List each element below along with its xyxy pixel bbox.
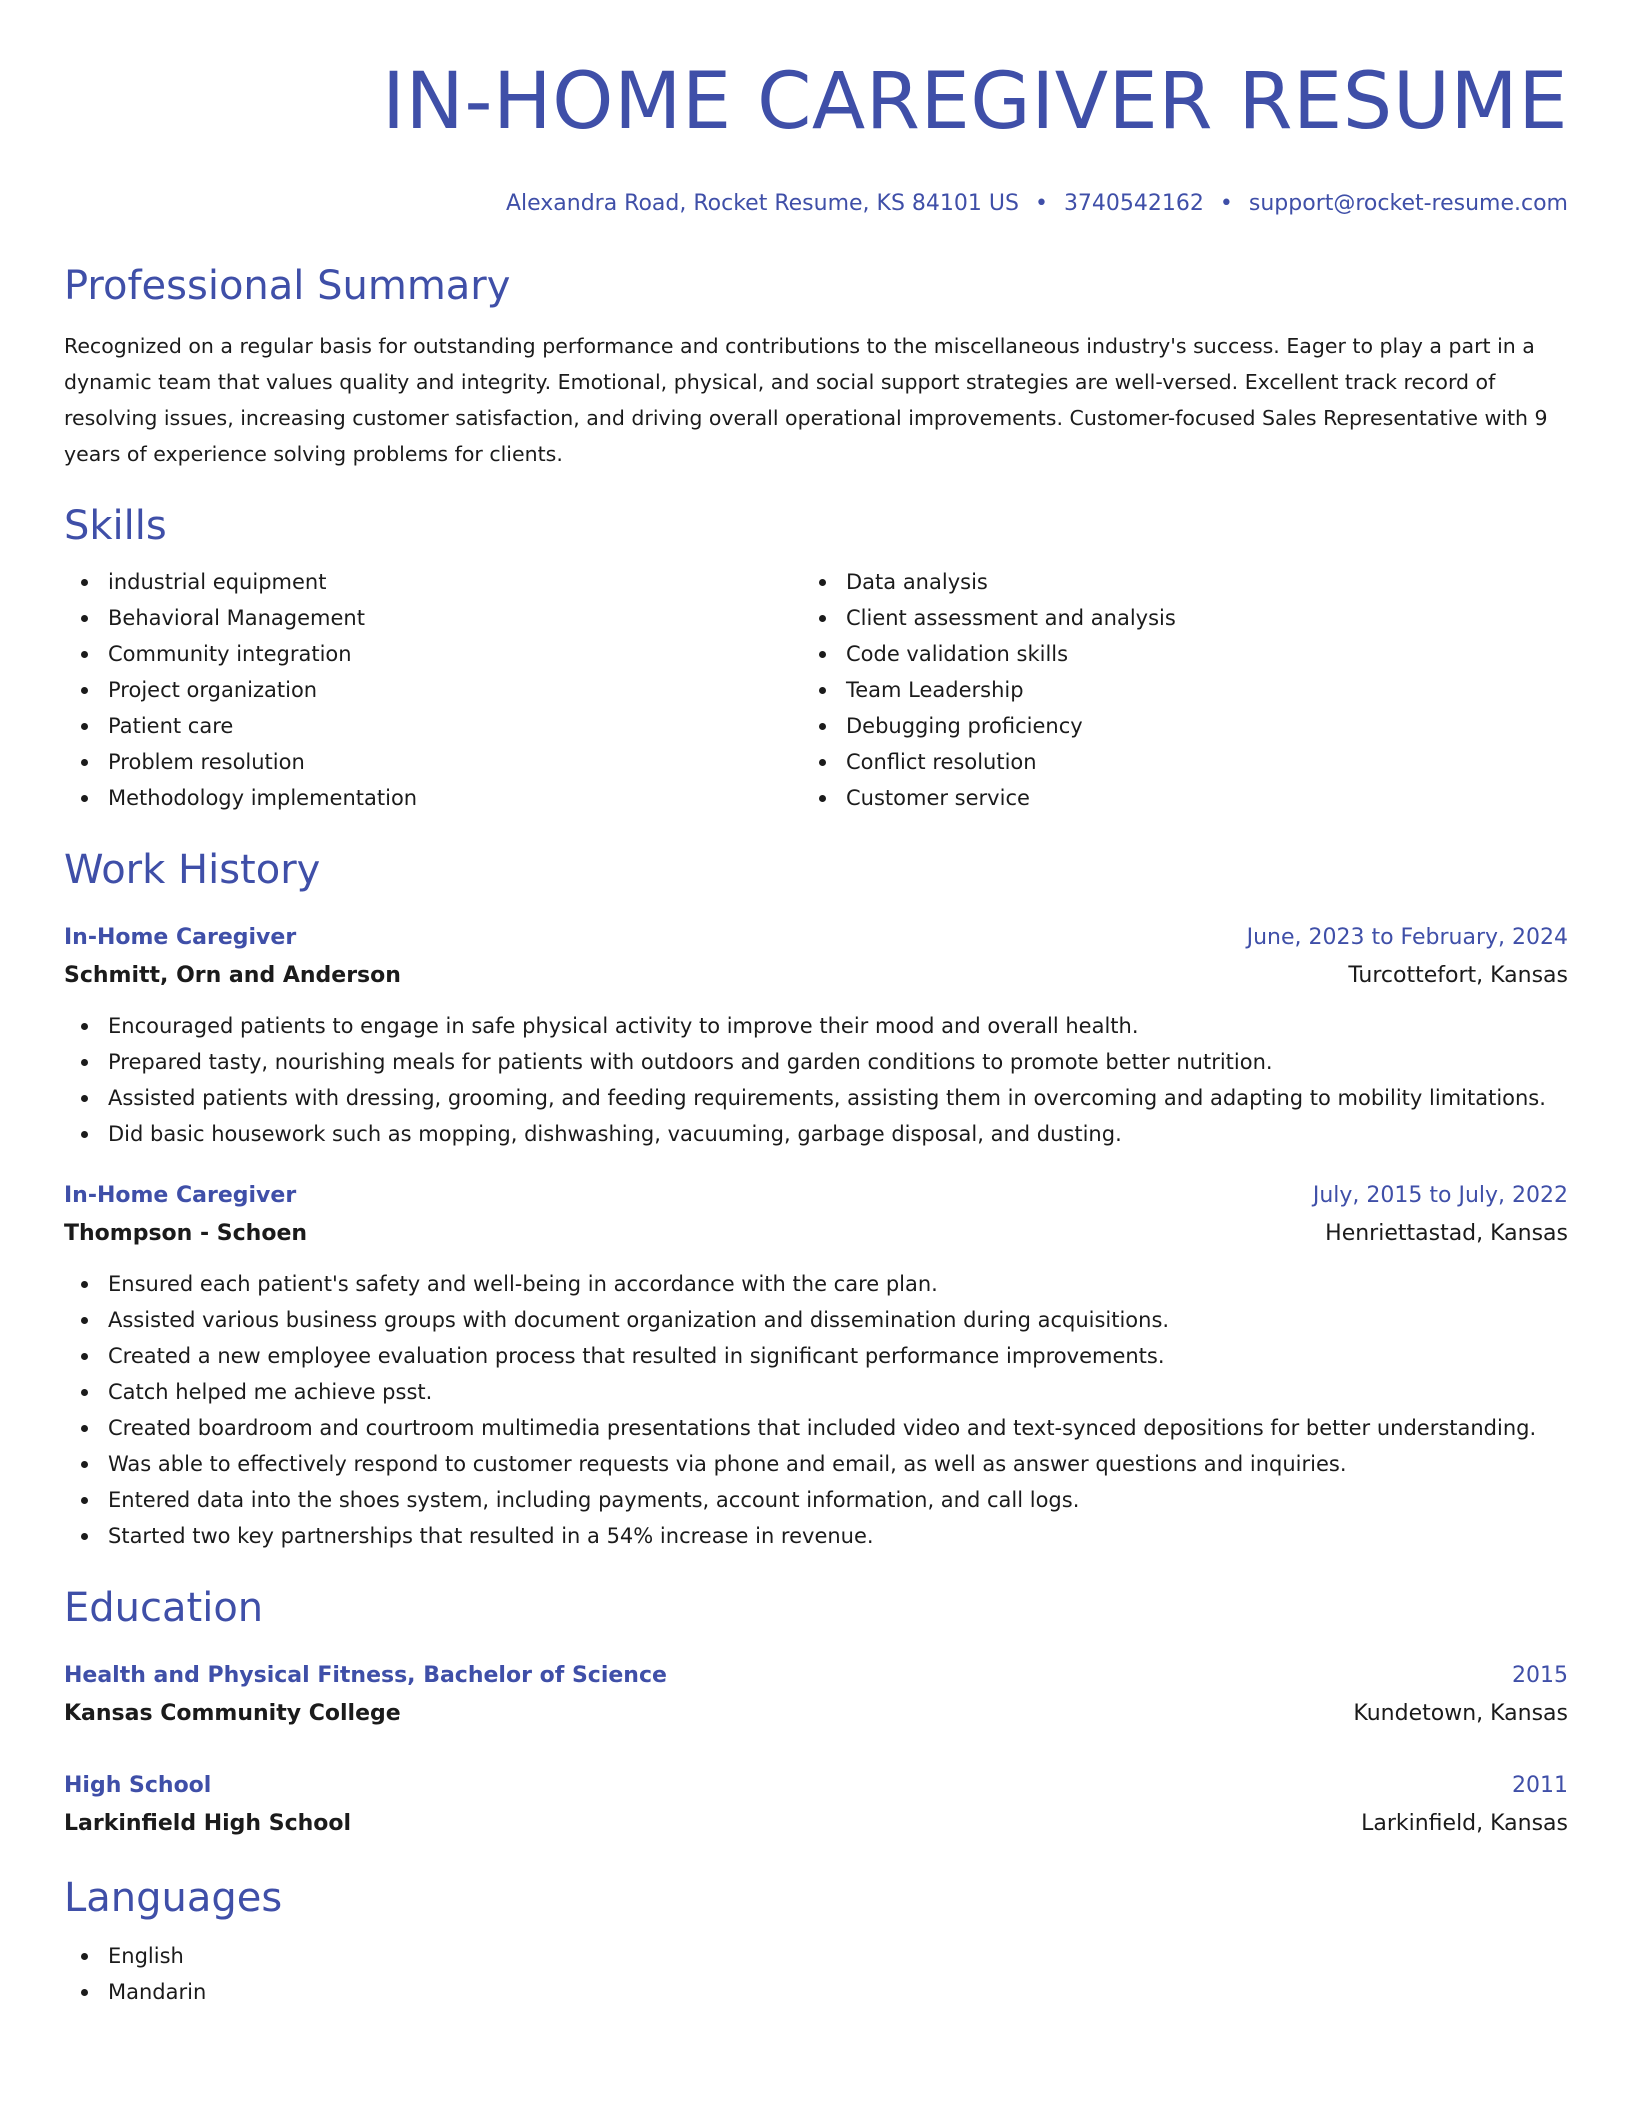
education-school: Larkinfield High School <box>64 1811 352 1836</box>
job-company-row <box>64 956 1568 996</box>
education-year: 2015 <box>1512 1663 1568 1688</box>
job-bullet: Created boardroom and courtroom multimedia presentations that included video and text-synced depositions for better understanding. <box>64 1410 1568 1446</box>
job-location: Turcottefort, Kansas <box>1348 963 1568 988</box>
section-title-languages: Languages <box>64 1875 283 1921</box>
education-year: 2011 <box>1512 1773 1568 1798</box>
education-degree: Health and Physical Fitness, Bachelor of Science <box>64 1663 667 1688</box>
skills-section <box>64 500 1568 816</box>
education-school: Kansas Community College <box>64 1701 401 1726</box>
skill-item: Project organization <box>64 672 802 708</box>
language-item: Mandarin <box>64 1974 1568 2010</box>
languages-list <box>64 1938 1568 2010</box>
summary-text: Recognized on a regular basis for outstanding performance and contributions to the miscellaneous industry's success. Eager to play a part in a dynamic team that values quality and integrity. Emotional, physical, and social support strategies are well-versed. Excellent track record of resolving issues, increasing customer satisfaction, and driving overall operational improvements. Customer-focused Sales Representative with 9 years of experience solving problems for clients. <box>64 334 1548 466</box>
skill-item: Community integration <box>64 636 802 672</box>
skills-list-right <box>802 564 1540 816</box>
section-title-education: Education <box>64 1585 264 1631</box>
job-bullet: Did basic housework such as mopping, dishwashing, vacuuming, garbage disposal, and dusting. <box>64 1116 1568 1152</box>
job-bullet: Assisted patients with dressing, grooming, and feeding requirements, assisting them in overcoming and adapting to mobility limitations. <box>64 1080 1568 1116</box>
education-degree: High School <box>64 1773 212 1798</box>
language-item: English <box>64 1938 1568 1974</box>
education-header-row <box>64 1768 1568 1804</box>
education-header-row <box>64 1658 1568 1694</box>
job-bullet: Prepared tasty, nourishing meals for patients with outdoors and garden conditions to promote better nutrition. <box>64 1044 1568 1080</box>
education-location: Kundetown, Kansas <box>1353 1701 1568 1726</box>
section-title-work: Work History <box>64 847 321 893</box>
skills-grid <box>64 564 1568 816</box>
job-bullet: Entered data into the shoes system, including payments, account information, and call logs. <box>64 1482 1568 1518</box>
skill-item: Conflict resolution <box>802 744 1540 780</box>
resume-header <box>64 0 1568 220</box>
skills-list-left <box>64 564 802 816</box>
job-entry <box>64 1178 1568 1554</box>
job-company-row <box>64 1214 1568 1254</box>
job-bullet: Catch helped me achieve psst. <box>64 1374 1568 1410</box>
job-entry <box>64 920 1568 1152</box>
resume-title: IN-HOME CAREGIVER RESUME <box>382 57 1568 147</box>
contact-address: Alexandra Road, Rocket Resume, KS 84101 US <box>505 191 1019 216</box>
contact-phone[interactable]: 3740542162 <box>1063 191 1204 216</box>
skill-item: Problem resolution <box>64 744 802 780</box>
education-school-row <box>64 1804 1568 1844</box>
job-bullet: Encouraged patients to engage in safe physical activity to improve their mood and overall health. <box>64 1008 1568 1044</box>
skill-item: Methodology implementation <box>64 780 802 816</box>
education-section <box>64 1582 1568 1844</box>
skill-item: industrial equipment <box>64 564 802 600</box>
job-location: Henriettastad, Kansas <box>1325 1221 1568 1246</box>
contact-email[interactable]: support@rocket-resume.com <box>1248 191 1568 216</box>
languages-section <box>64 1872 1568 2010</box>
education-entry <box>64 1768 1568 1844</box>
skill-item: Client assessment and analysis <box>802 600 1540 636</box>
skill-item: Code validation skills <box>802 636 1540 672</box>
job-bullet: Assisted various business groups with document organization and dissemination during acquisitions. <box>64 1302 1568 1338</box>
job-bullets <box>64 1266 1568 1554</box>
job-dates: July, 2015 to July, 2022 <box>1312 1183 1568 1208</box>
education-school-row <box>64 1694 1568 1734</box>
skill-item: Customer service <box>802 780 1540 816</box>
contact-separator: • <box>1219 191 1233 216</box>
job-bullets <box>64 1008 1568 1152</box>
contact-separator: • <box>1034 191 1048 216</box>
job-company: Schmitt, Orn and Anderson <box>64 963 401 988</box>
contact-line <box>64 188 1568 220</box>
job-bullet: Started two key partnerships that resulted in a 54% increase in revenue. <box>64 1518 1568 1554</box>
section-title-summary: Professional Summary <box>64 263 511 309</box>
work-section <box>64 844 1568 1554</box>
job-bullet: Created a new employee evaluation process that resulted in significant performance improvements. <box>64 1338 1568 1374</box>
job-bullet: Was able to effectively respond to customer requests via phone and email, as well as answer questions and inquiries. <box>64 1446 1568 1482</box>
skill-item: Debugging proficiency <box>802 708 1540 744</box>
education-location: Larkinfield, Kansas <box>1361 1811 1568 1836</box>
section-title-skills: Skills <box>64 503 167 549</box>
job-bullet: Ensured each patient's safety and well-being in accordance with the care plan. <box>64 1266 1568 1302</box>
skill-item: Patient care <box>64 708 802 744</box>
job-role: In-Home Caregiver <box>64 925 297 950</box>
skill-item: Data analysis <box>802 564 1540 600</box>
job-header-row <box>64 920 1568 956</box>
summary-section <box>64 260 1568 472</box>
job-company: Thompson - Schoen <box>64 1221 308 1246</box>
job-header-row <box>64 1178 1568 1214</box>
skill-item: Team Leadership <box>802 672 1540 708</box>
skill-item: Behavioral Management <box>64 600 802 636</box>
job-role: In-Home Caregiver <box>64 1183 297 1208</box>
job-dates: June, 2023 to February, 2024 <box>1246 925 1568 950</box>
education-entry <box>64 1658 1568 1734</box>
